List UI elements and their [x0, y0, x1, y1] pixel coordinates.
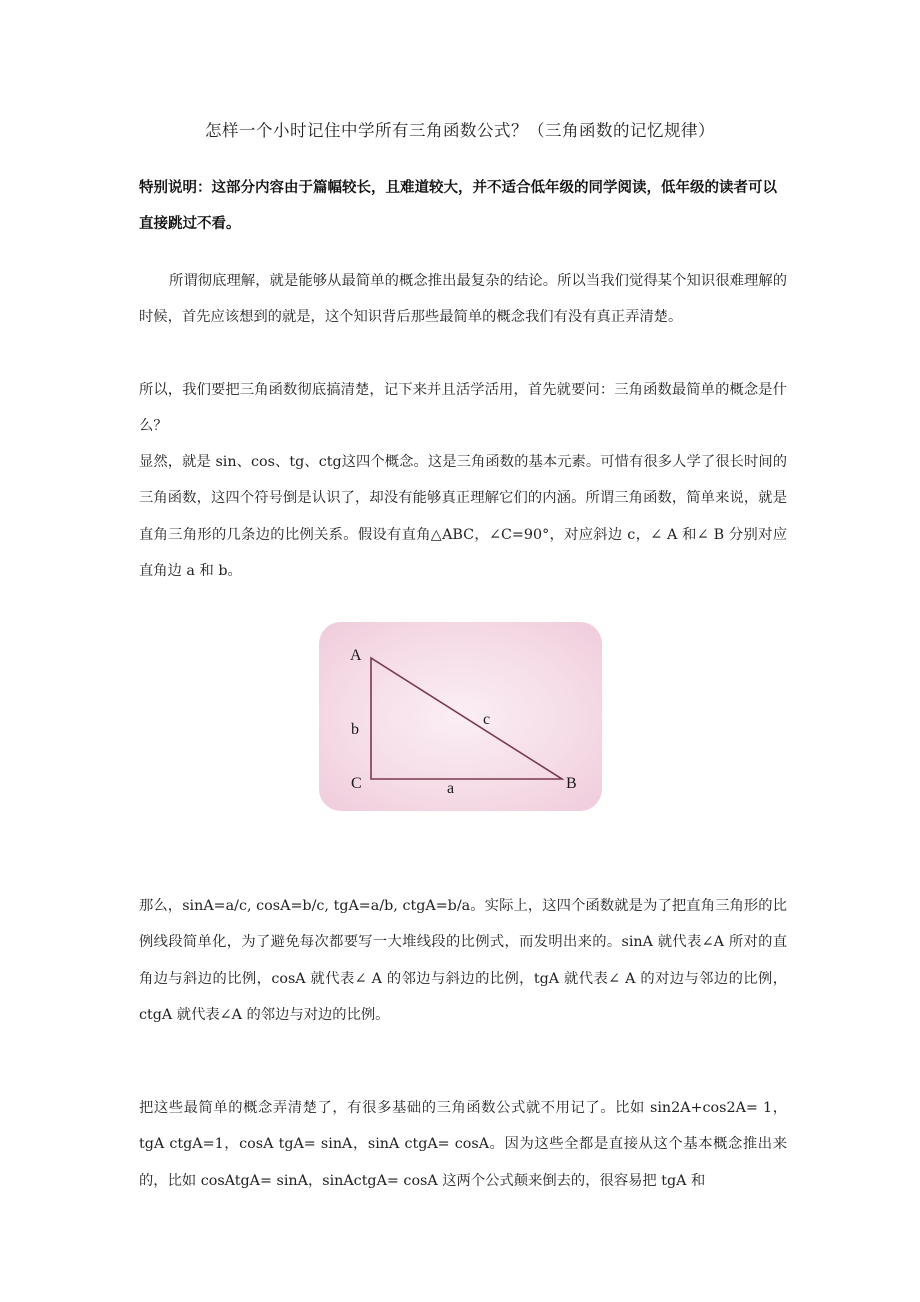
side-label-c: c: [483, 711, 491, 728]
special-notice: 特别说明：这部分内容由于篇幅较长，且难道较大，并不适合低年级的同学阅读，低年级的读者可以直接跳过不看。: [139, 180, 777, 232]
paragraph-3: 显然，就是 sin、cos、tg、ctg这四个概念。这是三角函数的基本元素。可惜有很多人学了很长时间的三角函数，这四个符号倒是认识了，却没有能够真正理解它们的内涵。所谓三角函数，简单来说，就是直角三角形的几条边的比例关系。假设有直角△ABC，∠C=90°，对应斜边 c，∠ A 和∠ B 分别对应直角边 a 和 b。: [139, 454, 787, 579]
paragraph-4: 那么，sinA=a/c, cosA=b/c, tgA=a/b, ctgA=b/a。实际上，这四个函数就是为了把直角三角形的比例线段简单化，为了避免每次都要写一大堆线段的比例式，而发明出来的。sinA 就代表∠A 所对的直角边与斜边的比例，cosA 就代表∠ A 的邻边与斜边的比例，tgA 就代表∠ A 的对边与邻边的比例，ctgA 就代表∠A 的邻边与对边的比例。: [139, 898, 787, 1023]
vertex-label-c: C: [351, 775, 362, 792]
paragraph-5: 把这些最简单的概念弄清楚了，有很多基础的三角函数公式就不用记了。比如 sin2A+cos2A= 1，tgA ctgA=1，cosA tgA= sinA，sinA ctgA= cosA。因为这些全都是直接从这个基本概念推出来的，比如 cosAtgA= sinA，sinActgA= cosA 这两个公式颠来倒去的，很容易把 tgA 和: [139, 1100, 787, 1189]
triangle-shape: [371, 658, 562, 779]
page-title: 怎样一个小时记住中学所有三角函数公式？（三角函数的记忆规律）: [205, 121, 715, 140]
paragraph-2: 所以，我们要把三角函数彻底搞清楚，记下来并且活学活用，首先就要问：三角函数最简单的概念是什么？: [139, 382, 787, 435]
right-triangle-figure: [319, 622, 602, 811]
vertex-label-b: B: [566, 775, 577, 792]
paragraph-1: 所谓彻底理解，就是能够从最简单的概念推出最复杂的结论。所以当我们觉得某个知识很难理解的时候，首先应该想到的就是，这个知识背后那些最简单的概念我们有没有真正弄清楚。: [139, 273, 787, 326]
side-label-a: a: [447, 780, 455, 797]
side-label-b: b: [351, 721, 359, 738]
triangle-diagram: [319, 622, 602, 811]
vertex-label-a: A: [350, 647, 362, 664]
